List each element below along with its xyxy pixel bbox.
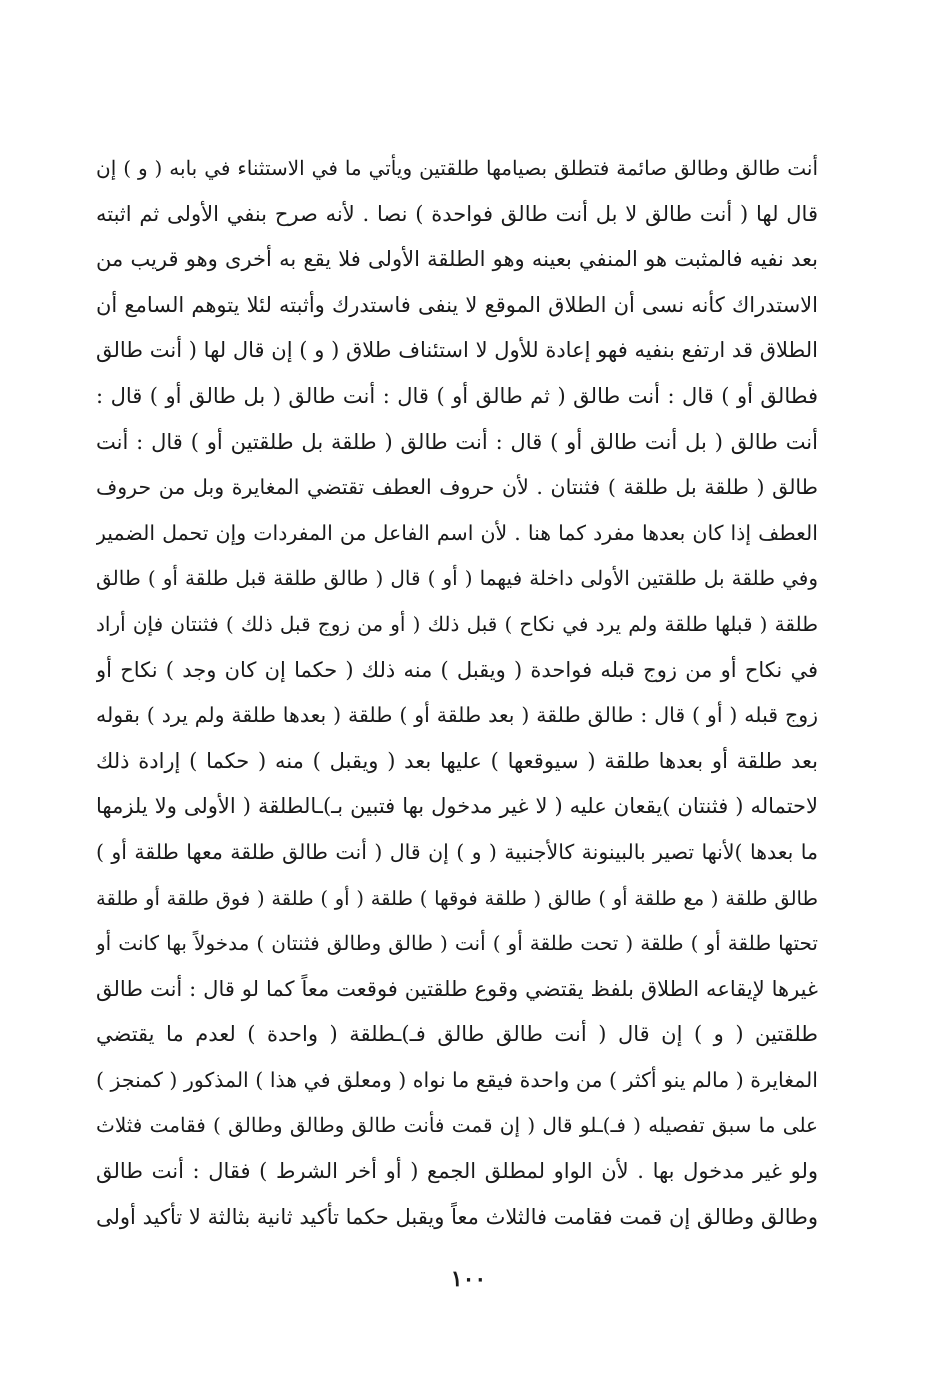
text-line: الاستدراك كأنه نسى أن الطلاق الموقع لا ينفى فاستدرك وأثبته لئلا يتوهم السامع أن (96, 292, 818, 317)
text-line: لاحتماله ( فثنتان )يقعان عليه ( لا غير مدخول بها فتبين بـ)ـالطلقة ( الأولى ولا يلزمها (96, 794, 818, 819)
text-line: في نكاح أو من زوج قبله فواحدة ( ويقبل ) منه ذلك ( حكما إن كان وجد ) نكاح أو (96, 657, 818, 682)
body-text (96, 146, 818, 1240)
text-line: العطف إذا كان بعدها مفرد كما هنا . لأن اسم الفاعل من المفردات وإن تحمل الضمير (96, 520, 818, 545)
text-line: قال لها ( أنت طالق لا بل أنت طالق فواحدة ) نصا . لأنه صرح بنفي الأولى ثم اثبته (96, 201, 818, 226)
text-line: تحتها طلقة أو ) طلقة ( تحت طلقة أو ) أنت ( طالق وطالق فثنتان ) مدخولاً بها كانت أو (96, 931, 818, 956)
text-line: بعد طلقة أو بعدها طلقة ( سيوقعها ) عليها بعد ( ويقبل ) منه ( حكما ) إرادة ذلك (96, 748, 818, 773)
text-line: ولو غير مدخول بها . لأن الواو لمطلق الجمع ( أو أخر الشرط ) فقال : أنت طالق (96, 1159, 818, 1184)
page-number: ١٠٠ (450, 1266, 487, 1292)
text-line: أنت طالق ( بل أنت طالق أو ) قال : أنت طالق ( طلقة بل طلقتين أو ) قال : أنت (96, 429, 818, 454)
text-line: بعد نفيه فالمثبت هو المنفي بعينه وهو الطلقة الأولى فلا يقع به أخرى وهو قريب من (96, 247, 818, 272)
text-line: أنت طالق وطالق صائمة فتطلق بصيامها طلقتين ويأتي ما في الاستثناء في بابه ( و ) إن (96, 156, 818, 180)
text-line: طالق طلقة ( مع طلقة أو ) طالق ( طلقة فوقها ) طلقة ( أو ) طلقة ( فوق طلقة أو طلقة (96, 886, 818, 910)
text-line: الطلاق قد ارتفع بنفيه فهو إعادة للأول لا استئناف طلاق ( و ) إن قال لها ( أنت طالق (96, 338, 818, 363)
text-line: وطالق وطالق إن قمت فقامت فالثلاث معاً ويقبل حكما تأكيد ثانية بثالثة لا تأكيد أولى (96, 1204, 818, 1229)
text-line: فطالق أو ) قال : أنت طالق ( ثم طالق أو ) قال : أنت طالق ( بل طالق أو ) قال : (96, 383, 818, 408)
text-line: طالق ( طلقة بل طلقة ) فثنتان . لأن حروف العطف تقتضي المغايرة وبل من حروف (96, 475, 818, 500)
text-line: غيرها لإيقاعه الطلاق بلفظ يقتضي وقوع طلقتين فوقعت معاً كما لو قال : أنت طالق (96, 976, 818, 1001)
text-line: زوج قبله ( أو ) قال : طالق طلقة ( بعد طلقة أو ) طلقة ( بعدها طلقة ولم يرد ) بقوله (96, 703, 818, 728)
text-line: طلقتين ( و ) إن قال ( أنت طالق طالق فـ)ـطلقة ( واحدة ) لعدم ما يقتضي (96, 1022, 818, 1047)
text-line: على ما سبق تفصيله ( فـ)ـلو قال ( إن قمت فأنت طالق وطالق وطالق ) فقامت فثلاث (96, 1113, 818, 1138)
text-line: ما بعدها )لأنها تصير بالبينونة كالأجنبية ( و ) إن قال ( أنت طالق طلقة معها طلقة أو ) (96, 839, 818, 864)
text-line: طلقة ( قبلها طلقة ولم يرد في نكاح ) قبل ذلك ( أو من زوج قبل ذلك ) فثنتان فإن أراد (96, 611, 818, 636)
text-line: وفي طلقة بل طلقتين الأولى داخلة فيهما ( أو ) قال ( طالق طلقة قبل طلقة أو ) طالق (96, 566, 818, 591)
text-line: المغايرة ( مالم ينو أكثر ) من واحدة فيقع ما نواه ( ومعلق في هذا ) المذكور ( كمنجز ) (96, 1067, 818, 1092)
